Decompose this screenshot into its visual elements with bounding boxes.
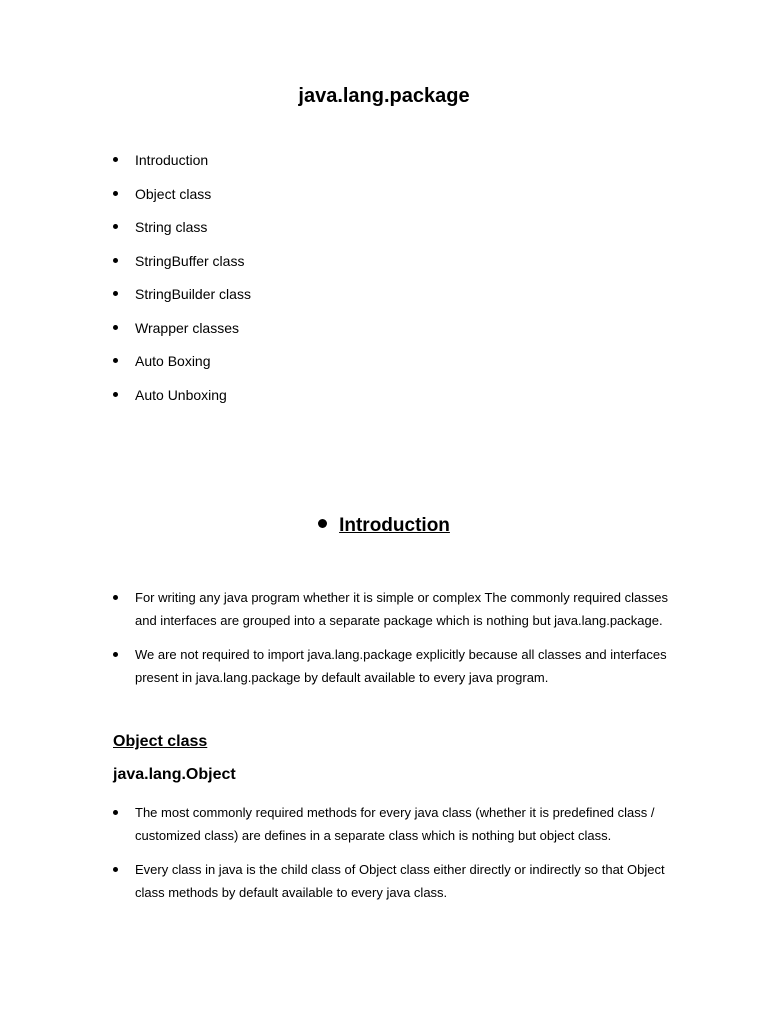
paragraph-text: We are not required to import java.lang.package explicitly because all classes and interfaces present in java.lang.package by default available to every java program.: [135, 647, 667, 685]
toc-item: [113, 184, 251, 218]
toc-item: [113, 251, 251, 285]
bullet-icon: [113, 652, 118, 657]
bullet-icon: [113, 291, 118, 296]
toc-item-label: Wrapper classes: [135, 319, 240, 336]
bullet-icon: [318, 519, 327, 528]
object-class-list: [113, 801, 688, 915]
paragraph-text: Every class in java is the child class of Object class either directly or indirectly so that Object class methods by default available to every java class.: [135, 862, 665, 900]
list-item: [113, 858, 688, 904]
toc-item: [113, 284, 251, 318]
toc-item: [113, 318, 251, 352]
bullet-icon: [113, 358, 118, 363]
bullet-icon: [113, 867, 118, 872]
object-class-heading: Object class: [113, 733, 208, 750]
bullet-icon: [113, 595, 118, 600]
toc-item-label: Auto Unboxing: [135, 386, 227, 403]
toc-item-label: StringBuilder class: [135, 286, 251, 302]
paragraph-text: For writing any java program whether it is simple or complex The commonly required classes and interfaces are grouped into a separate package which is nothing but java.lang.package.: [135, 590, 668, 628]
toc-item: [113, 217, 251, 251]
introduction-list: [113, 586, 688, 700]
bullet-icon: [113, 157, 118, 162]
bullet-icon: [113, 810, 118, 815]
toc-item: [113, 150, 251, 184]
toc-item: [113, 351, 251, 385]
paragraph-text: The most commonly required methods for every java class (whether it is predefined class / customized class) are defines in a separate class which is nothing but object class.: [135, 805, 655, 843]
toc-item-label: Auto Boxing: [135, 353, 211, 369]
toc-item: [113, 385, 251, 419]
bullet-icon: [113, 258, 118, 263]
toc-item-label: String class: [135, 219, 208, 235]
introduction-heading: [0, 515, 768, 537]
list-item: [113, 801, 688, 847]
document-title: java.lang.package: [298, 85, 470, 107]
introduction-heading-label: Introduction: [339, 515, 450, 536]
bullet-icon: [113, 392, 118, 397]
list-item: [113, 643, 688, 689]
bullet-icon: [113, 191, 118, 196]
toc-item-label: StringBuffer class: [135, 252, 245, 269]
toc-item-label: Object class: [135, 185, 212, 202]
list-item: [113, 586, 688, 632]
bullet-icon: [113, 224, 118, 229]
toc-item-label: Introduction: [135, 152, 209, 168]
bullet-icon: [113, 325, 118, 330]
table-of-contents: [113, 150, 251, 418]
object-class-subheading: java.lang.Object: [113, 766, 236, 783]
